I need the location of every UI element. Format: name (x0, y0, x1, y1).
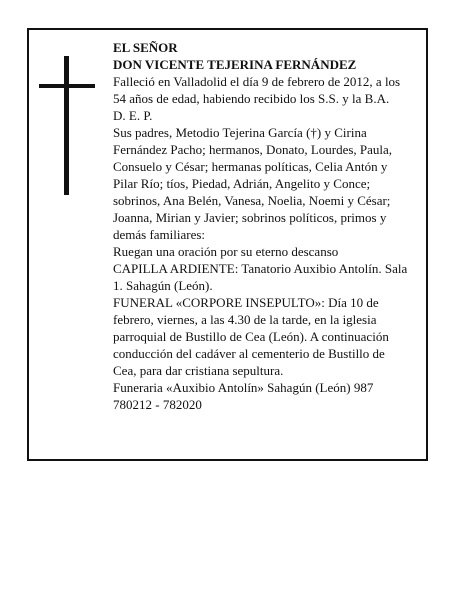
death-statement: Falleció en Valladolid el día 9 de febrero de 2012, a los 54 años de edad, habiendo recibido los S.S. y la B.A. (113, 74, 401, 106)
obituary-heading: EL SEÑOR (113, 40, 178, 55)
chapel-info: CAPILLA ARDIENTE: Tanatorio Auxibio Antolín. Sala 1. Sahagún (León). (113, 261, 408, 293)
cross-horizontal-bar (39, 84, 95, 88)
family-list: Sus padres, Metodio Tejerina García (†) y Cirina Fernández Pacho; hermanos, Donato, Lourdes, Paula, Consuelo y César; hermanas políticas, Celia Antón y Pilar Río; tíos, Piedad, Adrián, Angelito y Conce; sobrinos, Ana Belén, Vanesa, Noelia, Noemi y César; Joanna, Mirian y Javier; sobrinos políticos, primos y demás familiares: (113, 125, 393, 242)
obituary-text (113, 39, 410, 413)
prayer-request: Ruegan una oración por su eterno descanso (113, 244, 339, 259)
deceased-name: DON VICENTE TEJERINA FERNÁNDEZ (113, 57, 357, 72)
dep-line: D. E. P. (113, 108, 153, 123)
funeral-info: FUNERAL «CORPORE INSEPULTO»: Día 10 de febrero, viernes, a las 4.30 de la tarde, en la iglesia parroquial de Bustillo de Cea (León). A continuación conducción del cadáver al cementerio de Bustillo de Cea, para dar cristiana sepultura. (113, 295, 389, 378)
cross-vertical-bar (64, 56, 69, 195)
funeral-home-info: Funeraria «Auxibio Antolín» Sahagún (León) 987 780212 - 782020 (113, 380, 374, 412)
